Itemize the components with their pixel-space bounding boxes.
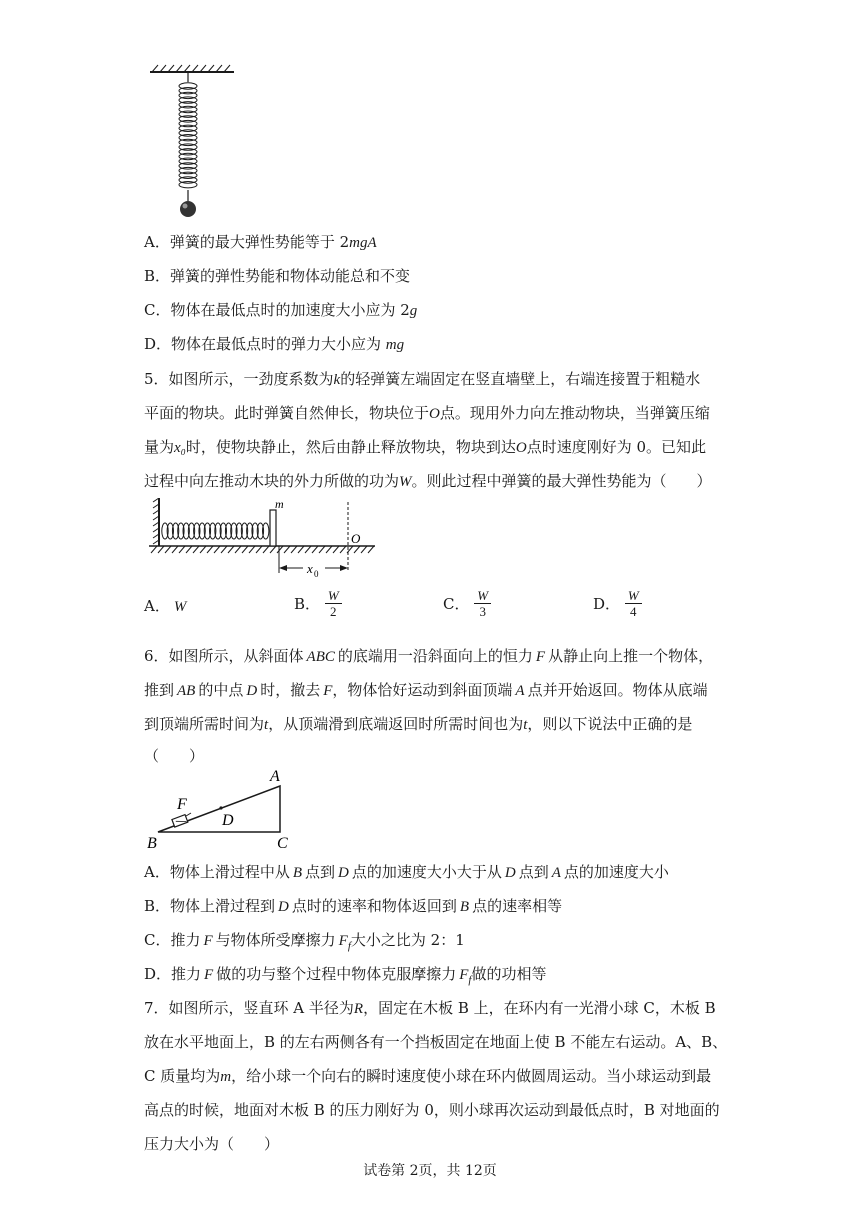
vertex-label-a: A (270, 768, 280, 785)
q5-line-2: 平面的物块。此时弹簧自然伸长，物块位于O点。现用外力向左推动物块，当弹簧压缩 (144, 404, 710, 422)
q7-line-4: 高点的时候，地面对木板 B 的压力刚好为 0，则小球再次运动到最低点时，B 对地面的 (144, 1101, 720, 1119)
q5-option-c: C． $\frac{W}{3}$ (443, 588, 491, 619)
force-label-f: F (177, 796, 187, 813)
option-b: B．弹簧的弹性势能和物体动能总和不变 (144, 267, 411, 285)
q7-line-1: 7．如图所示，竖直环 A 半径为R，固定在木板 B 上，在环内有一光滑小球 C，木板 B (144, 999, 716, 1017)
option-c: C．物体在最低点时的加速度大小应为 2g (144, 301, 418, 319)
mass-label-m: m (275, 498, 284, 511)
point-label-o: O (351, 531, 361, 546)
q5-line-3: 量为x₀时，使物块静止，然后由静止释放物块，物块到达O点时速度刚好为 0。已知此 (144, 438, 707, 456)
q6-line-4: （ ） (144, 747, 205, 765)
q6-option-b: B．物体上滑过程到 D 点时的速率和物体返回到 B 点的速率相等 (144, 897, 563, 915)
page-footer: 试卷第 2页，共 12页 (363, 1163, 497, 1179)
q5-line-4: 过程中向左推动木块的外力所做的功为W。则此过程中弹簧的最大弹性势能为（ ） (144, 472, 712, 490)
horizontal-spring-figure (145, 498, 380, 580)
point-label-d: D (222, 812, 234, 829)
vertex-label-c: C (277, 835, 288, 852)
fraction-w-over-3: $\frac{W}{3}$ (474, 588, 491, 619)
q7-line-3: C 质量均为m，给小球一个向右的瞬时速度使小球在环内做圆周运动。当小球运动到最 (144, 1067, 712, 1085)
q6-option-c: C．推力 F 与物体所受摩擦力 $F_f$大小之比为 2：1 (144, 931, 465, 952)
q6-line-3: 到顶端所需时间为t，从顶端滑到底端返回时所需时间也为t，则以下说法中正确的是 (144, 715, 693, 733)
fraction-w-over-2: $\frac{W}{2}$ (325, 588, 342, 619)
displacement-label-x: x (307, 561, 313, 576)
q7-line-2: 放在水平地面上，B 的左右两侧各有一个挡板固定在地面上使 B 不能左右运动。A、B、 (144, 1033, 728, 1051)
q5-option-a: A． W (144, 597, 187, 615)
fraction-w-over-4: $\frac{W}{4}$ (625, 588, 642, 619)
displacement-subscript: 0 (314, 569, 319, 579)
q5-option-b: B． $\frac{W}{2}$ (294, 588, 342, 619)
q6-option-d: D．推力 F 做的功与整个过程中物体克服摩擦力 $F_f$做的功相等 (144, 965, 547, 986)
q6-line-2: 推到 AB 的中点 D 时，撤去 F，物体恰好运动到斜面顶端 A 点并开始返回。物体从底端 (144, 681, 708, 699)
q7-line-5: 压力大小为（ ） (144, 1135, 280, 1153)
incline-figure (144, 764, 304, 852)
option-d: D．物体在最低点时的弹力大小应为 mg (144, 335, 405, 353)
option-a: A．弹簧的最大弹性势能等于 2mgA (144, 233, 377, 251)
hanging-spring-figure (140, 60, 240, 220)
q6-line-1: 6．如图所示，从斜面体 ABC 的底端用一沿斜面向上的恒力 F 从静止向上推一个物体， (144, 647, 714, 665)
q5-option-d: D． $\frac{W}{4}$ (593, 588, 642, 619)
q6-option-a: A．物体上滑过程中从 B 点到 D 点的加速度大小大于从 D 点到 A 点的加速度大小 (144, 863, 669, 881)
vertex-label-b: B (147, 835, 157, 852)
q5-line-1: 5．如图所示，一劲度系数为k的轻弹簧左端固定在竖直墙壁上，右端连接置于粗糙水 (144, 370, 701, 388)
